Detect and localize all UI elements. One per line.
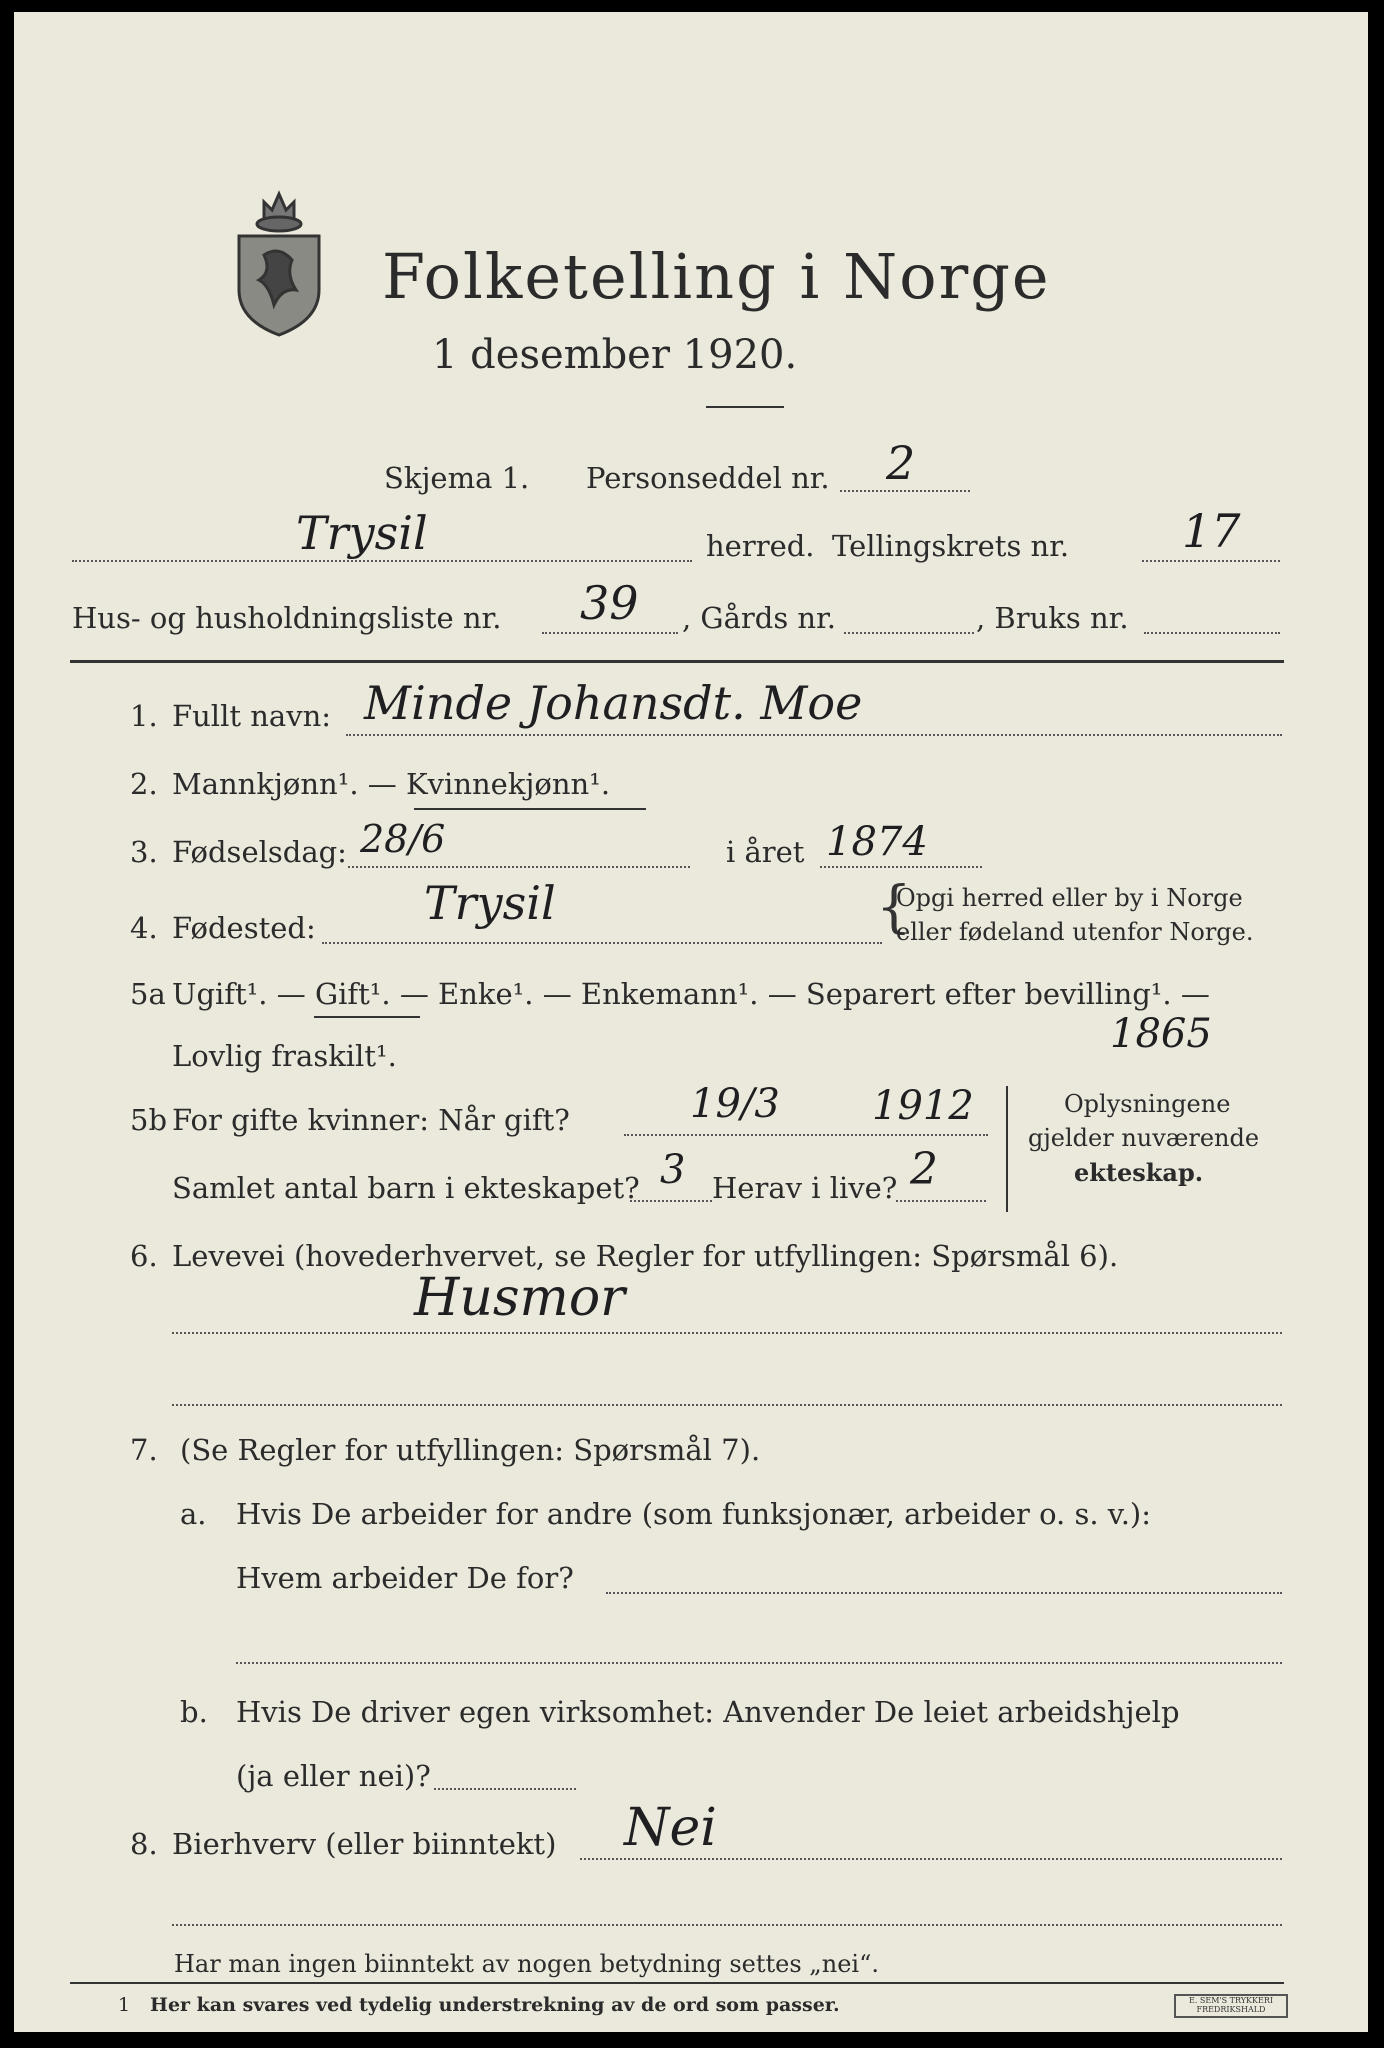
q5b-number: 5b [130,1103,168,1137]
full-name-value: Minde Johansdt. Moe [364,676,863,730]
margin-note: 1865 [1110,1011,1212,1057]
q5a-number: 5a [130,977,166,1011]
norway-coat-of-arms-icon [224,180,334,340]
q7b-line1: Hvis De driver egen virksomhet: Anvender De leiet arbeidshjelp [236,1695,1180,1729]
marriage-year-value: 1912 [872,1083,974,1129]
q8-number: 8. [130,1827,158,1861]
tellingskrets-label: Tellingskrets nr. [832,529,1070,563]
husliste-label: Hus- og husholdningsliste nr. [72,601,502,635]
occupation-value: Husmor [414,1268,625,1328]
husliste-value: 39 [580,576,639,630]
gift-underline [314,1016,420,1018]
header-divider [70,660,1284,663]
birthday-value: 28/6 [360,817,446,861]
q8-label: Bierhverv (eller biinntekt) [172,1827,557,1861]
birthplace-value: Trysil [424,876,556,930]
place-value: Trysil [296,506,428,560]
q7a-line2: Hvem arbeider De for? [236,1561,574,1595]
alive-value: 2 [910,1144,938,1195]
q5b-note-line1: Oplysningene [1064,1090,1231,1118]
q3-label: Fødselsdag: [172,835,347,869]
personseddel-value: 2 [886,436,916,490]
footnote-text: Her kan svares ved tydelig understrekning av de ord som passer. [150,1994,840,2016]
q5b-label: For gifte kvinner: Når gift? [172,1103,570,1137]
herred-label: herred. [706,529,815,563]
q4-brace: { [876,875,912,940]
q3-year-label: i året [726,835,805,869]
q1-number: 1. [130,699,158,733]
census-form [14,12,1368,2032]
q5b-note-line2: gjelder nuværende [1028,1124,1260,1152]
q6-number: 6. [130,1239,158,1273]
q5b-bracket [1006,1086,1008,1212]
q6-label: Levevei (hovederhvervet, se Regler for utfyllingen: Spørsmål 6). [172,1239,1119,1273]
kvinnekjonn-underline [414,808,646,810]
side-income-value: Nei [624,1798,717,1858]
skjema-label: Skjema 1. [384,461,530,495]
birth-year-value: 1874 [826,819,928,865]
q4-number: 4. [130,911,158,945]
footer-divider [70,1982,1284,1984]
alive-label: Herav i live? [712,1171,898,1205]
q7a-line1: Hvis De arbeider for andre (som funksjonær, arbeider o. s. v.): [236,1497,1152,1531]
q2-number: 2. [130,767,158,801]
q5b-note-line3: ekteskap. [1074,1158,1204,1187]
q7b-line2: (ja eller nei)? [236,1759,431,1793]
printer-stamp: E. SEM'S TRYKKERI FREDRIKSHALD [1174,1994,1288,2018]
q7-label: (Se Regler for utfyllingen: Spørsmål 7). [180,1433,761,1467]
q3-number: 3. [130,835,158,869]
q4-note-line1: Opgi herred eller by i Norge [896,884,1243,912]
children-label: Samlet antal barn i ekteskapet? [172,1171,640,1205]
q5a-line1: Ugift¹. — Gift¹. — Enke¹. — Enkemann¹. — Separert efter bevilling¹. — [172,977,1210,1011]
q7b-number: b. [180,1695,208,1729]
footnote-number: 1 [118,1994,131,2016]
children-value: 3 [660,1147,686,1193]
q5a-line2: Lovlig fraskilt¹. [172,1039,397,1073]
q7-number: 7. [130,1433,158,1467]
q7a-number: a. [180,1497,207,1531]
q4-note-line2: eller fødeland utenfor Norge. [896,918,1254,946]
tellingskrets-value: 17 [1182,504,1241,558]
marriage-date-value: 19/3 [690,1081,780,1127]
personseddel-label: Personseddel nr. [586,461,830,495]
form-date: 1 desember 1920. [432,332,798,378]
bruks-label: , Bruks nr. [976,601,1129,635]
q4-label: Fødested: [172,911,316,945]
footer-note: Har man ingen biinntekt av nogen betydning settes „nei“. [174,1950,879,1978]
form-title: Folketelling i Norge [382,240,1051,313]
gards-label: , Gårds nr. [682,601,836,635]
q1-label: Fullt navn: [172,699,332,733]
title-divider [706,406,784,408]
q2-label: Mannkjønn¹. — Kvinnekjønn¹. [172,767,611,801]
